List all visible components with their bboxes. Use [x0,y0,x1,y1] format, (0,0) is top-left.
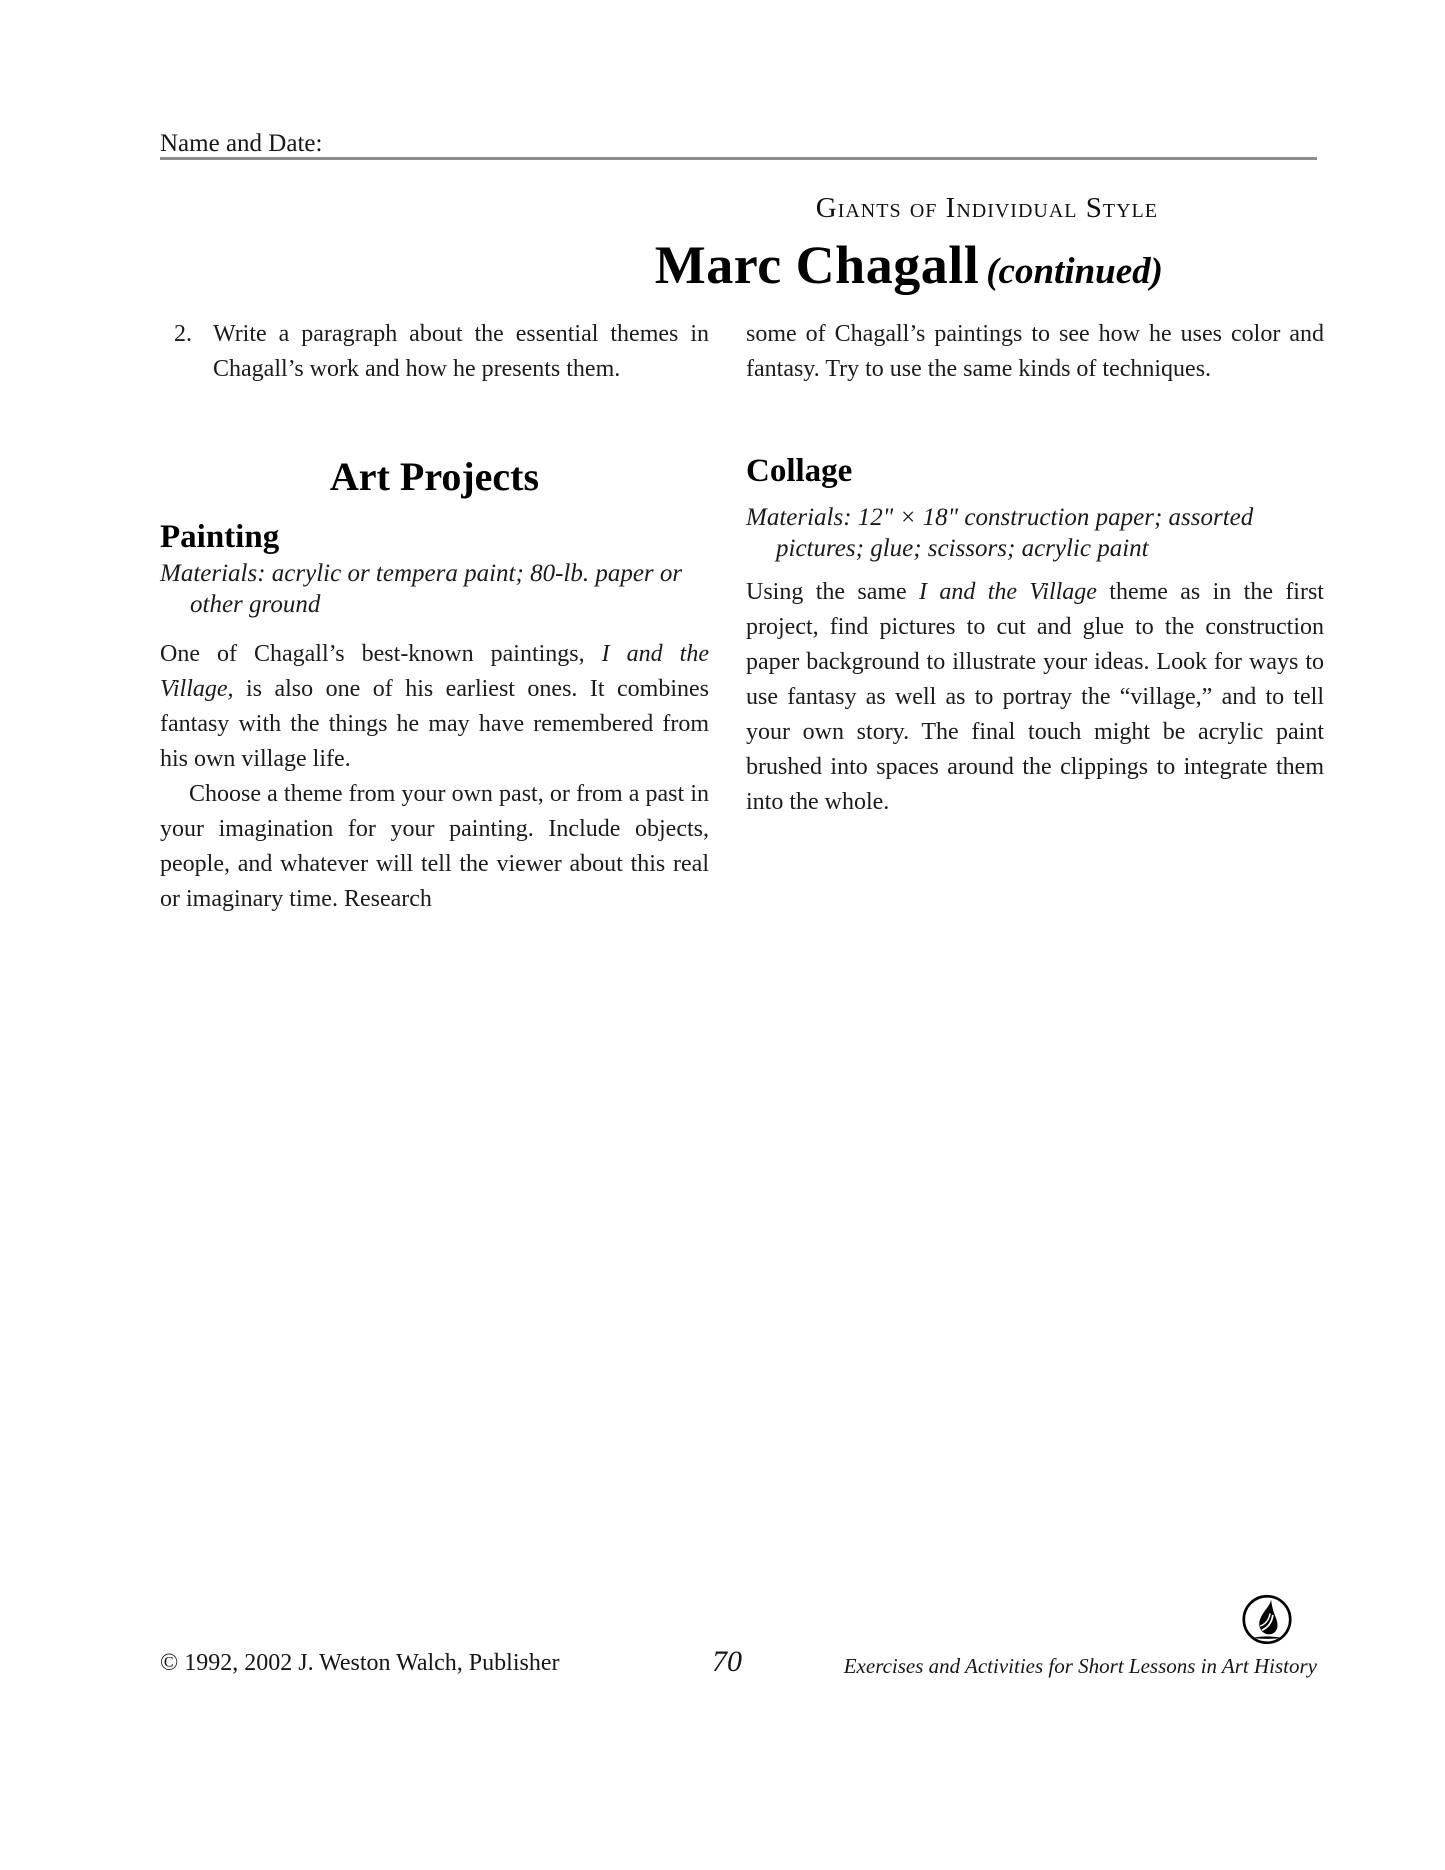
painting-heading: Painting [160,519,280,555]
text-segment: theme as in the first project, find pictures to cut and glue to the construction paper background to illustrate your ideas. Look for ways to use fantasy as well as to portray the “village,” and to tell your own story. The final touch might be acrylic paint brushed into spaces around the clippings to integrate them into the whole. [746,579,1324,815]
italic-title-segment: I and the Village, [160,641,710,702]
left-column [160,0,709,1870]
painting-paragraph-1 [160,637,709,777]
page-title-text: Marc Chagall [654,235,980,295]
right-column [746,0,1324,1870]
italic-title-segment: I and the Village [919,579,1097,605]
continuation-paragraph: some of Chagall’s paintings to see how he uses color and fantasy. Try to use the same kinds of techniques. [746,321,1324,382]
art-projects-heading: Art Projects [329,454,540,499]
collage-heading: Collage [746,453,853,489]
collage-materials: Materials: 12" × 18" construction paper; assorted pictures; glue; scissors; acrylic paint [746,504,1254,562]
text-segment: is also one of his earliest ones. It combines fantasy with the things he may have remembered from his own village life. [160,676,709,772]
item-text: Write a paragraph about the essential themes in Chagall’s work and how he presents them. [213,321,709,382]
page-title-continued: (continued) [986,251,1163,292]
item-number: 2. [174,321,192,347]
footer-copyright: © 1992, 2002 J. Weston Walch, Publisher [160,1650,560,1676]
numbered-item-2 [160,317,709,387]
collage-paragraph [746,575,1324,820]
text-segment: Using the same [746,579,920,605]
painting-materials: Materials: acrylic or tempera paint; 80-lb. paper or other ground [160,560,683,618]
walch-torch-logo [1241,1593,1293,1647]
painting-paragraph-2: Choose a theme from your own past, or from a past in your imagination for your painting. Include objects, people, and whatever will tell the viewer about this real or imaginary time. Research [160,781,709,912]
footer-page-number: 70 [712,1645,742,1678]
series-title: Giants of Individual Style [815,192,1158,224]
name-date-label: Name and Date: [160,130,323,157]
footer-book-title: Exercises and Activities for Short Lessons in Art History [843,1654,1317,1678]
text-segment: One of Chagall’s best-known paintings, [160,641,602,667]
